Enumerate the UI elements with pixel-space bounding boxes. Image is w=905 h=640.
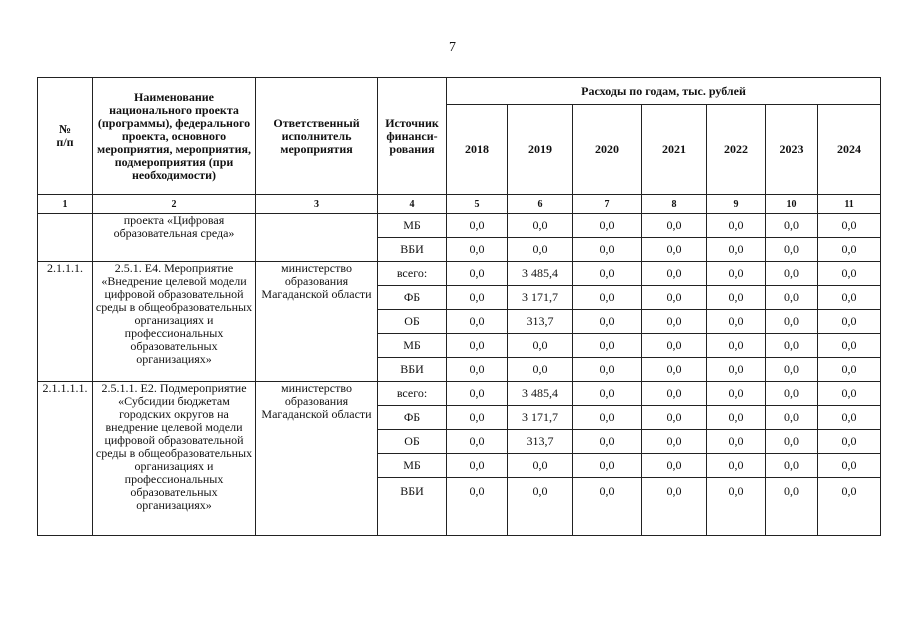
amount-2022: 0,0: [707, 286, 766, 310]
funding-source: ВБИ: [378, 358, 447, 382]
amount-2023: 0,0: [766, 430, 818, 454]
amount-2020: 0,0: [573, 238, 642, 262]
amount-2023: 0,0: [766, 454, 818, 478]
amount-2022: 0,0: [707, 358, 766, 382]
column-number: 10: [766, 195, 818, 214]
amount-2023: 0,0: [766, 286, 818, 310]
amount-2024: 0,0: [818, 262, 881, 286]
header-num: № п/п: [38, 78, 93, 195]
amount-2024: 0,0: [818, 406, 881, 430]
amount-2022: 0,0: [707, 262, 766, 286]
amount-2020: 0,0: [573, 478, 642, 536]
header-year-2018: 2018: [447, 105, 508, 195]
header-year-2020: 2020: [573, 105, 642, 195]
amount-2024: 0,0: [818, 310, 881, 334]
amount-2022: 0,0: [707, 454, 766, 478]
amount-2021: 0,0: [642, 310, 707, 334]
column-number: 5: [447, 195, 508, 214]
amount-2019: 3 485,4: [508, 382, 573, 406]
amount-2020: 0,0: [573, 382, 642, 406]
header-year-2023: 2023: [766, 105, 818, 195]
amount-2018: 0,0: [447, 406, 508, 430]
funding-source: всего:: [378, 382, 447, 406]
amount-2020: 0,0: [573, 454, 642, 478]
amount-2021: 0,0: [642, 406, 707, 430]
header-source: Источник финанси-рования: [378, 78, 447, 195]
page-number: 7: [449, 40, 456, 55]
amount-2019: 0,0: [508, 238, 573, 262]
amount-2019: 0,0: [508, 214, 573, 238]
row-name: проекта «Цифровая образовательная среда»: [93, 214, 256, 262]
amount-2021: 0,0: [642, 334, 707, 358]
table-row: [38, 214, 881, 238]
column-number: 7: [573, 195, 642, 214]
amount-2020: 0,0: [573, 214, 642, 238]
amount-2024: 0,0: [818, 238, 881, 262]
budget-table: [37, 77, 881, 536]
amount-2022: 0,0: [707, 238, 766, 262]
amount-2024: 0,0: [818, 334, 881, 358]
amount-2022: 0,0: [707, 478, 766, 536]
column-number: 1: [38, 195, 93, 214]
amount-2019: 3 485,4: [508, 262, 573, 286]
amount-2021: 0,0: [642, 430, 707, 454]
amount-2022: 0,0: [707, 406, 766, 430]
amount-2018: 0,0: [447, 286, 508, 310]
row-executor: [256, 214, 378, 262]
amount-2019: 313,7: [508, 430, 573, 454]
amount-2018: 0,0: [447, 478, 508, 536]
header-year-2022: 2022: [707, 105, 766, 195]
amount-2020: 0,0: [573, 286, 642, 310]
column-number: 11: [818, 195, 881, 214]
amount-2020: 0,0: [573, 310, 642, 334]
column-number: 4: [378, 195, 447, 214]
row-name: 2.5.1. Е4. Мероприятие «Внедрение целевой модели цифровой образовательной среды в общеобразовательных организациях и профессиональных образовательных организациях»: [93, 262, 256, 382]
amount-2018: 0,0: [447, 358, 508, 382]
amount-2024: 0,0: [818, 286, 881, 310]
amount-2022: 0,0: [707, 214, 766, 238]
amount-2024: 0,0: [818, 214, 881, 238]
funding-source: ФБ: [378, 406, 447, 430]
amount-2018: 0,0: [447, 310, 508, 334]
funding-source: МБ: [378, 214, 447, 238]
amount-2021: 0,0: [642, 358, 707, 382]
amount-2021: 0,0: [642, 214, 707, 238]
amount-2018: 0,0: [447, 454, 508, 478]
amount-2018: 0,0: [447, 382, 508, 406]
amount-2021: 0,0: [642, 382, 707, 406]
amount-2020: 0,0: [573, 406, 642, 430]
funding-source: ВБИ: [378, 478, 447, 536]
amount-2023: 0,0: [766, 334, 818, 358]
column-number: 6: [508, 195, 573, 214]
amount-2024: 0,0: [818, 478, 881, 536]
amount-2023: 0,0: [766, 262, 818, 286]
row-code: [38, 214, 93, 262]
amount-2024: 0,0: [818, 382, 881, 406]
amount-2020: 0,0: [573, 334, 642, 358]
table-row: [38, 262, 881, 286]
header-name: Наименование национального проекта (программы), федерального проекта, основного мероприятия, мероприятия, подмероприятия (при необходимости): [93, 78, 256, 195]
amount-2020: 0,0: [573, 262, 642, 286]
amount-2018: 0,0: [447, 238, 508, 262]
amount-2023: 0,0: [766, 214, 818, 238]
row-code: 2.1.1.1.1.: [38, 382, 93, 536]
amount-2024: 0,0: [818, 358, 881, 382]
amount-2021: 0,0: [642, 238, 707, 262]
amount-2022: 0,0: [707, 430, 766, 454]
row-executor: министерство образования Магаданской области: [256, 382, 378, 536]
amount-2022: 0,0: [707, 334, 766, 358]
amount-2021: 0,0: [642, 478, 707, 536]
funding-source: ВБИ: [378, 238, 447, 262]
amount-2023: 0,0: [766, 310, 818, 334]
amount-2023: 0,0: [766, 358, 818, 382]
funding-source: всего:: [378, 262, 447, 286]
amount-2018: 0,0: [447, 214, 508, 238]
amount-2019: 0,0: [508, 478, 573, 536]
column-number: 8: [642, 195, 707, 214]
amount-2020: 0,0: [573, 358, 642, 382]
funding-source: МБ: [378, 454, 447, 478]
row-code: 2.1.1.1.: [38, 262, 93, 382]
row-executor: министерство образования Магаданской области: [256, 262, 378, 382]
amount-2019: 0,0: [508, 454, 573, 478]
amount-2019: 3 171,7: [508, 406, 573, 430]
amount-2019: 0,0: [508, 334, 573, 358]
funding-source: МБ: [378, 334, 447, 358]
amount-2021: 0,0: [642, 286, 707, 310]
amount-2021: 0,0: [642, 262, 707, 286]
funding-source: ФБ: [378, 286, 447, 310]
table-row: [38, 382, 881, 406]
funding-source: ОБ: [378, 430, 447, 454]
column-number: 9: [707, 195, 766, 214]
column-number: 3: [256, 195, 378, 214]
header-year-2019: 2019: [508, 105, 573, 195]
header-expenses: Расходы по годам, тыс. рублей: [447, 78, 881, 105]
amount-2022: 0,0: [707, 310, 766, 334]
amount-2018: 0,0: [447, 262, 508, 286]
funding-source: ОБ: [378, 310, 447, 334]
amount-2018: 0,0: [447, 334, 508, 358]
amount-2023: 0,0: [766, 406, 818, 430]
amount-2018: 0,0: [447, 430, 508, 454]
amount-2021: 0,0: [642, 454, 707, 478]
header-year-2024: 2024: [818, 105, 881, 195]
amount-2023: 0,0: [766, 382, 818, 406]
header-executor: Ответственный исполнитель мероприятия: [256, 78, 378, 195]
header-year-2021: 2021: [642, 105, 707, 195]
amount-2019: 313,7: [508, 310, 573, 334]
column-number: 2: [93, 195, 256, 214]
amount-2022: 0,0: [707, 382, 766, 406]
row-name: 2.5.1.1. Е2. Подмероприятие «Субсидии бюджетам городских округов на внедрение целевой модели цифровой образовательной среды в общеобразовательных организациях и профессиональных образовательных организациях»: [93, 382, 256, 536]
amount-2020: 0,0: [573, 430, 642, 454]
amount-2024: 0,0: [818, 454, 881, 478]
amount-2019: 0,0: [508, 358, 573, 382]
amount-2019: 3 171,7: [508, 286, 573, 310]
amount-2023: 0,0: [766, 478, 818, 536]
amount-2024: 0,0: [818, 430, 881, 454]
amount-2023: 0,0: [766, 238, 818, 262]
